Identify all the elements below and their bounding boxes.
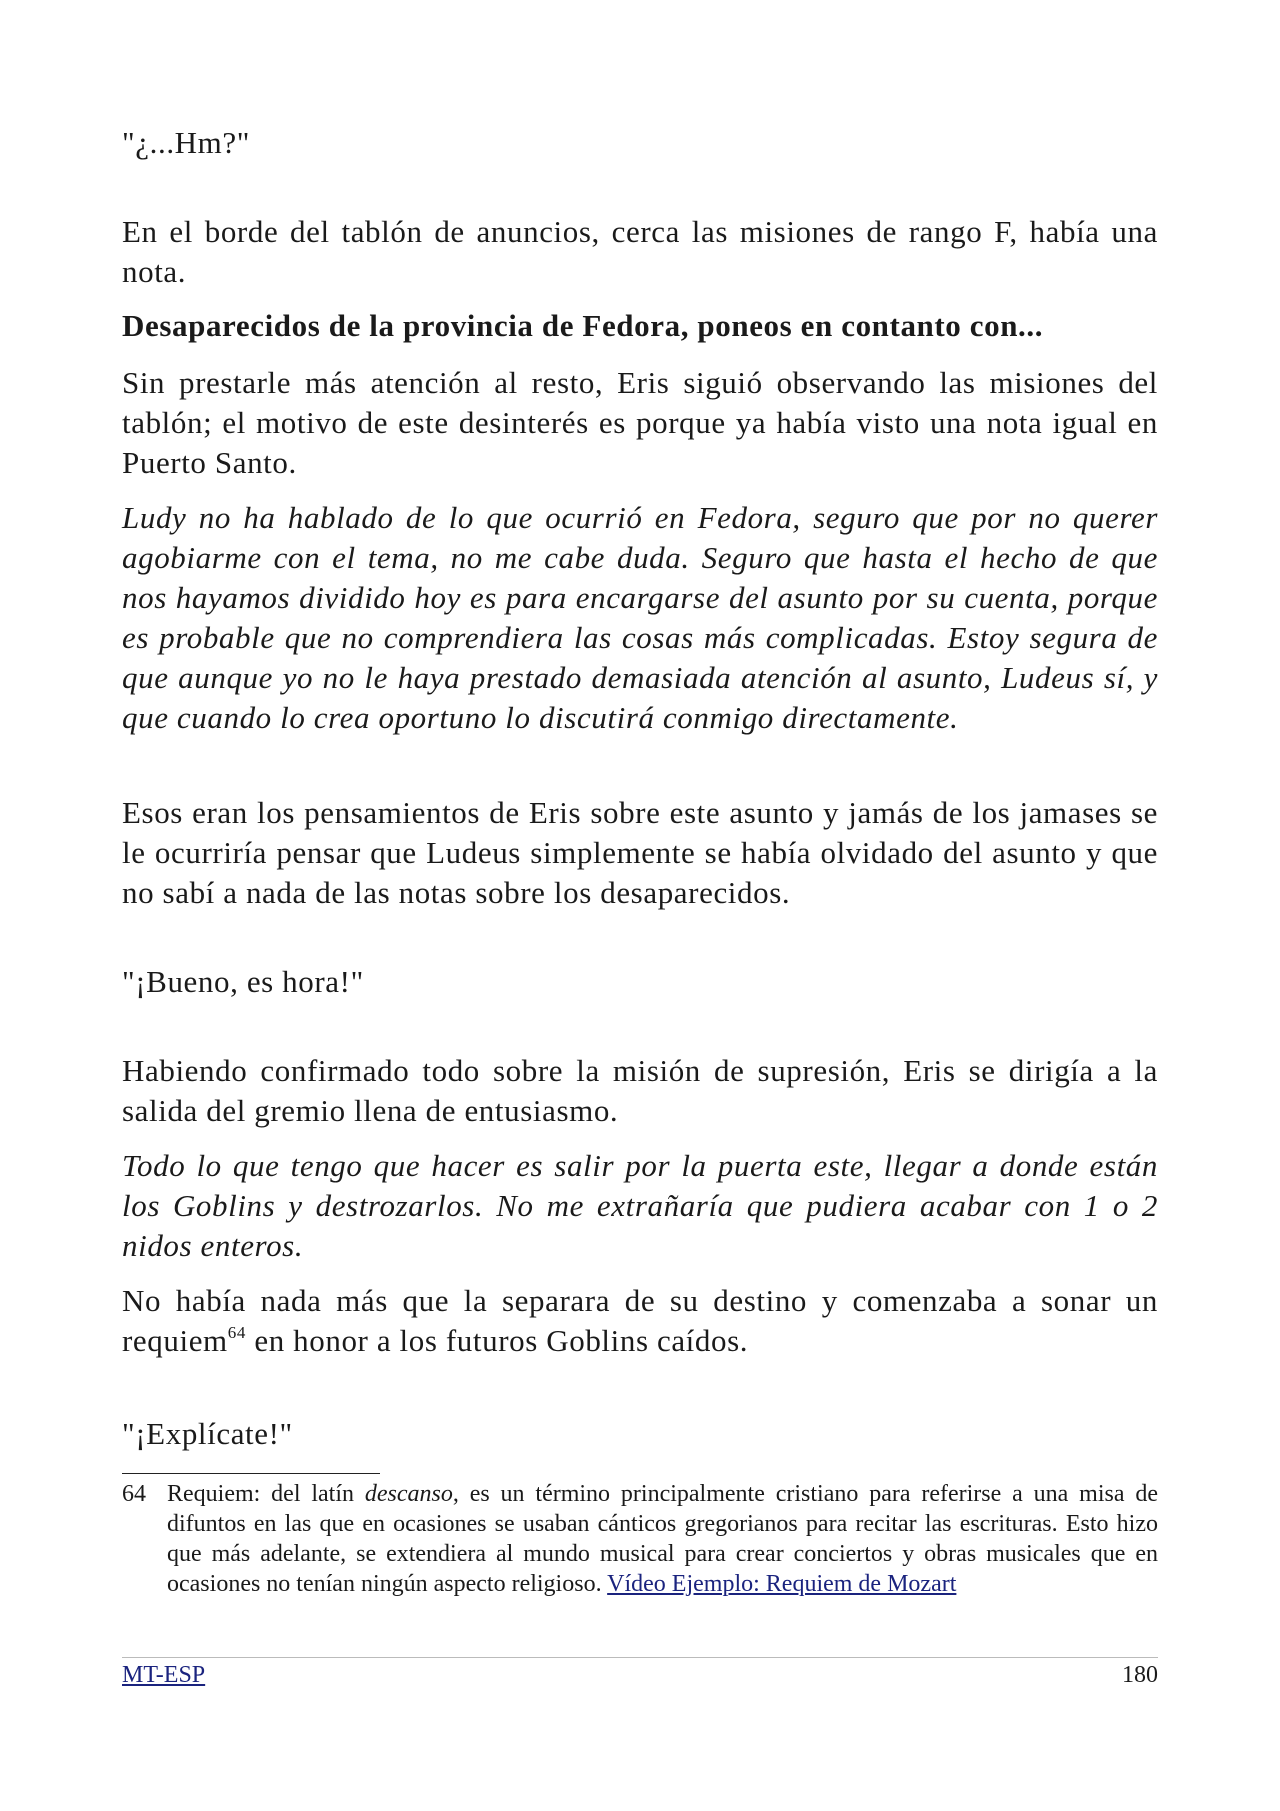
page-number: 180 [1122, 1662, 1158, 1688]
dialog-line-hm: "¿...Hm?" [122, 125, 250, 160]
footnote-text-after: , es un término principalmente cristiano para referirse a una misa de difuntos en las que en ocasiones se usaban cánticos gregorianos para recitar las escrituras. Esto hizo que más adelante, se extendiera al mundo musical para crear conciertos y obras musicales que en ocasiones no tenían ningún aspecto religioso. [167, 1481, 1158, 1597]
italic-thought-goblins: Todo lo que tengo que hacer es salir por la puerta este, llegar a donde están los Goblins y destrozarlos. No me extrañaría que pudiera acabar con 1 o 2 nidos enteros. [122, 1148, 1158, 1263]
video-example-link[interactable]: Vídeo Ejemplo: Requiem de Mozart [607, 1571, 957, 1597]
footnote-number: 64 [122, 1481, 146, 1507]
paragraph-note: En el borde del tablón de anuncios, cerca las misiones de rango F, había una nota. [122, 214, 1158, 289]
footnote-text [167, 1479, 1158, 1599]
requiem-text-end: en honor a los futuros Goblins caídos. [254, 1323, 749, 1358]
paragraph-confirmed-mission: Habiendo confirmado todo sobre la misión de supresión, Eris se dirigía a la salida del gremio llena de entusiasmo. [122, 1053, 1158, 1128]
requiem-text: No había nada más que la separara de su destino y comenzaba a sonar un requiem [122, 1283, 1158, 1358]
footnote-italic-term: descanso [364, 1481, 453, 1507]
paragraph-requiem [122, 1281, 1158, 1361]
footnote-divider [122, 1473, 380, 1474]
dialog-line-bueno: "¡Bueno, es hora!" [122, 964, 364, 999]
dialog-line-explicate: "¡Explícate!" [122, 1416, 293, 1451]
footnote-reference[interactable]: 64 [227, 1323, 246, 1342]
footnote-text-before: Requiem: del latín [167, 1481, 365, 1507]
paragraph-eris-thoughts: Esos eran los pensamientos de Eris sobre este asunto y jamás de los jamases se le ocurriría pensar que Ludeus simplemente se había olvidado del asunto y que no sabí a nada de las notas sobre los desaparecidos. [122, 795, 1158, 910]
paragraph-eris-observing: Sin prestarle más atención al resto, Eris siguió observando las misiones del tablón; el motivo de este desinterés es porque ya había visto una nota igual en Puerto Santo. [122, 365, 1158, 480]
footer-site-link[interactable]: MT-ESP [122, 1662, 206, 1688]
bold-notice-heading: Desaparecidos de la provincia de Fedora, poneos en contanto con... [122, 308, 1044, 343]
document-page [122, 0, 1158, 1811]
footer-divider [122, 1657, 1158, 1658]
italic-thought-ludy: Ludy no ha hablado de lo que ocurrió en Fedora, seguro que por no querer agobiarme con el tema, no me cabe duda. Seguro que hasta el hecho de que nos hayamos dividido hoy es para encargarse del asunto por su cuenta, porque es probable que no comprendiera las cosas más complicadas. Estoy segura de que aunque yo no le haya prestado demasiada atención al asunto, Ludeus sí, y que cuando lo crea oportuno lo discutirá conmigo directamente. [122, 500, 1158, 735]
